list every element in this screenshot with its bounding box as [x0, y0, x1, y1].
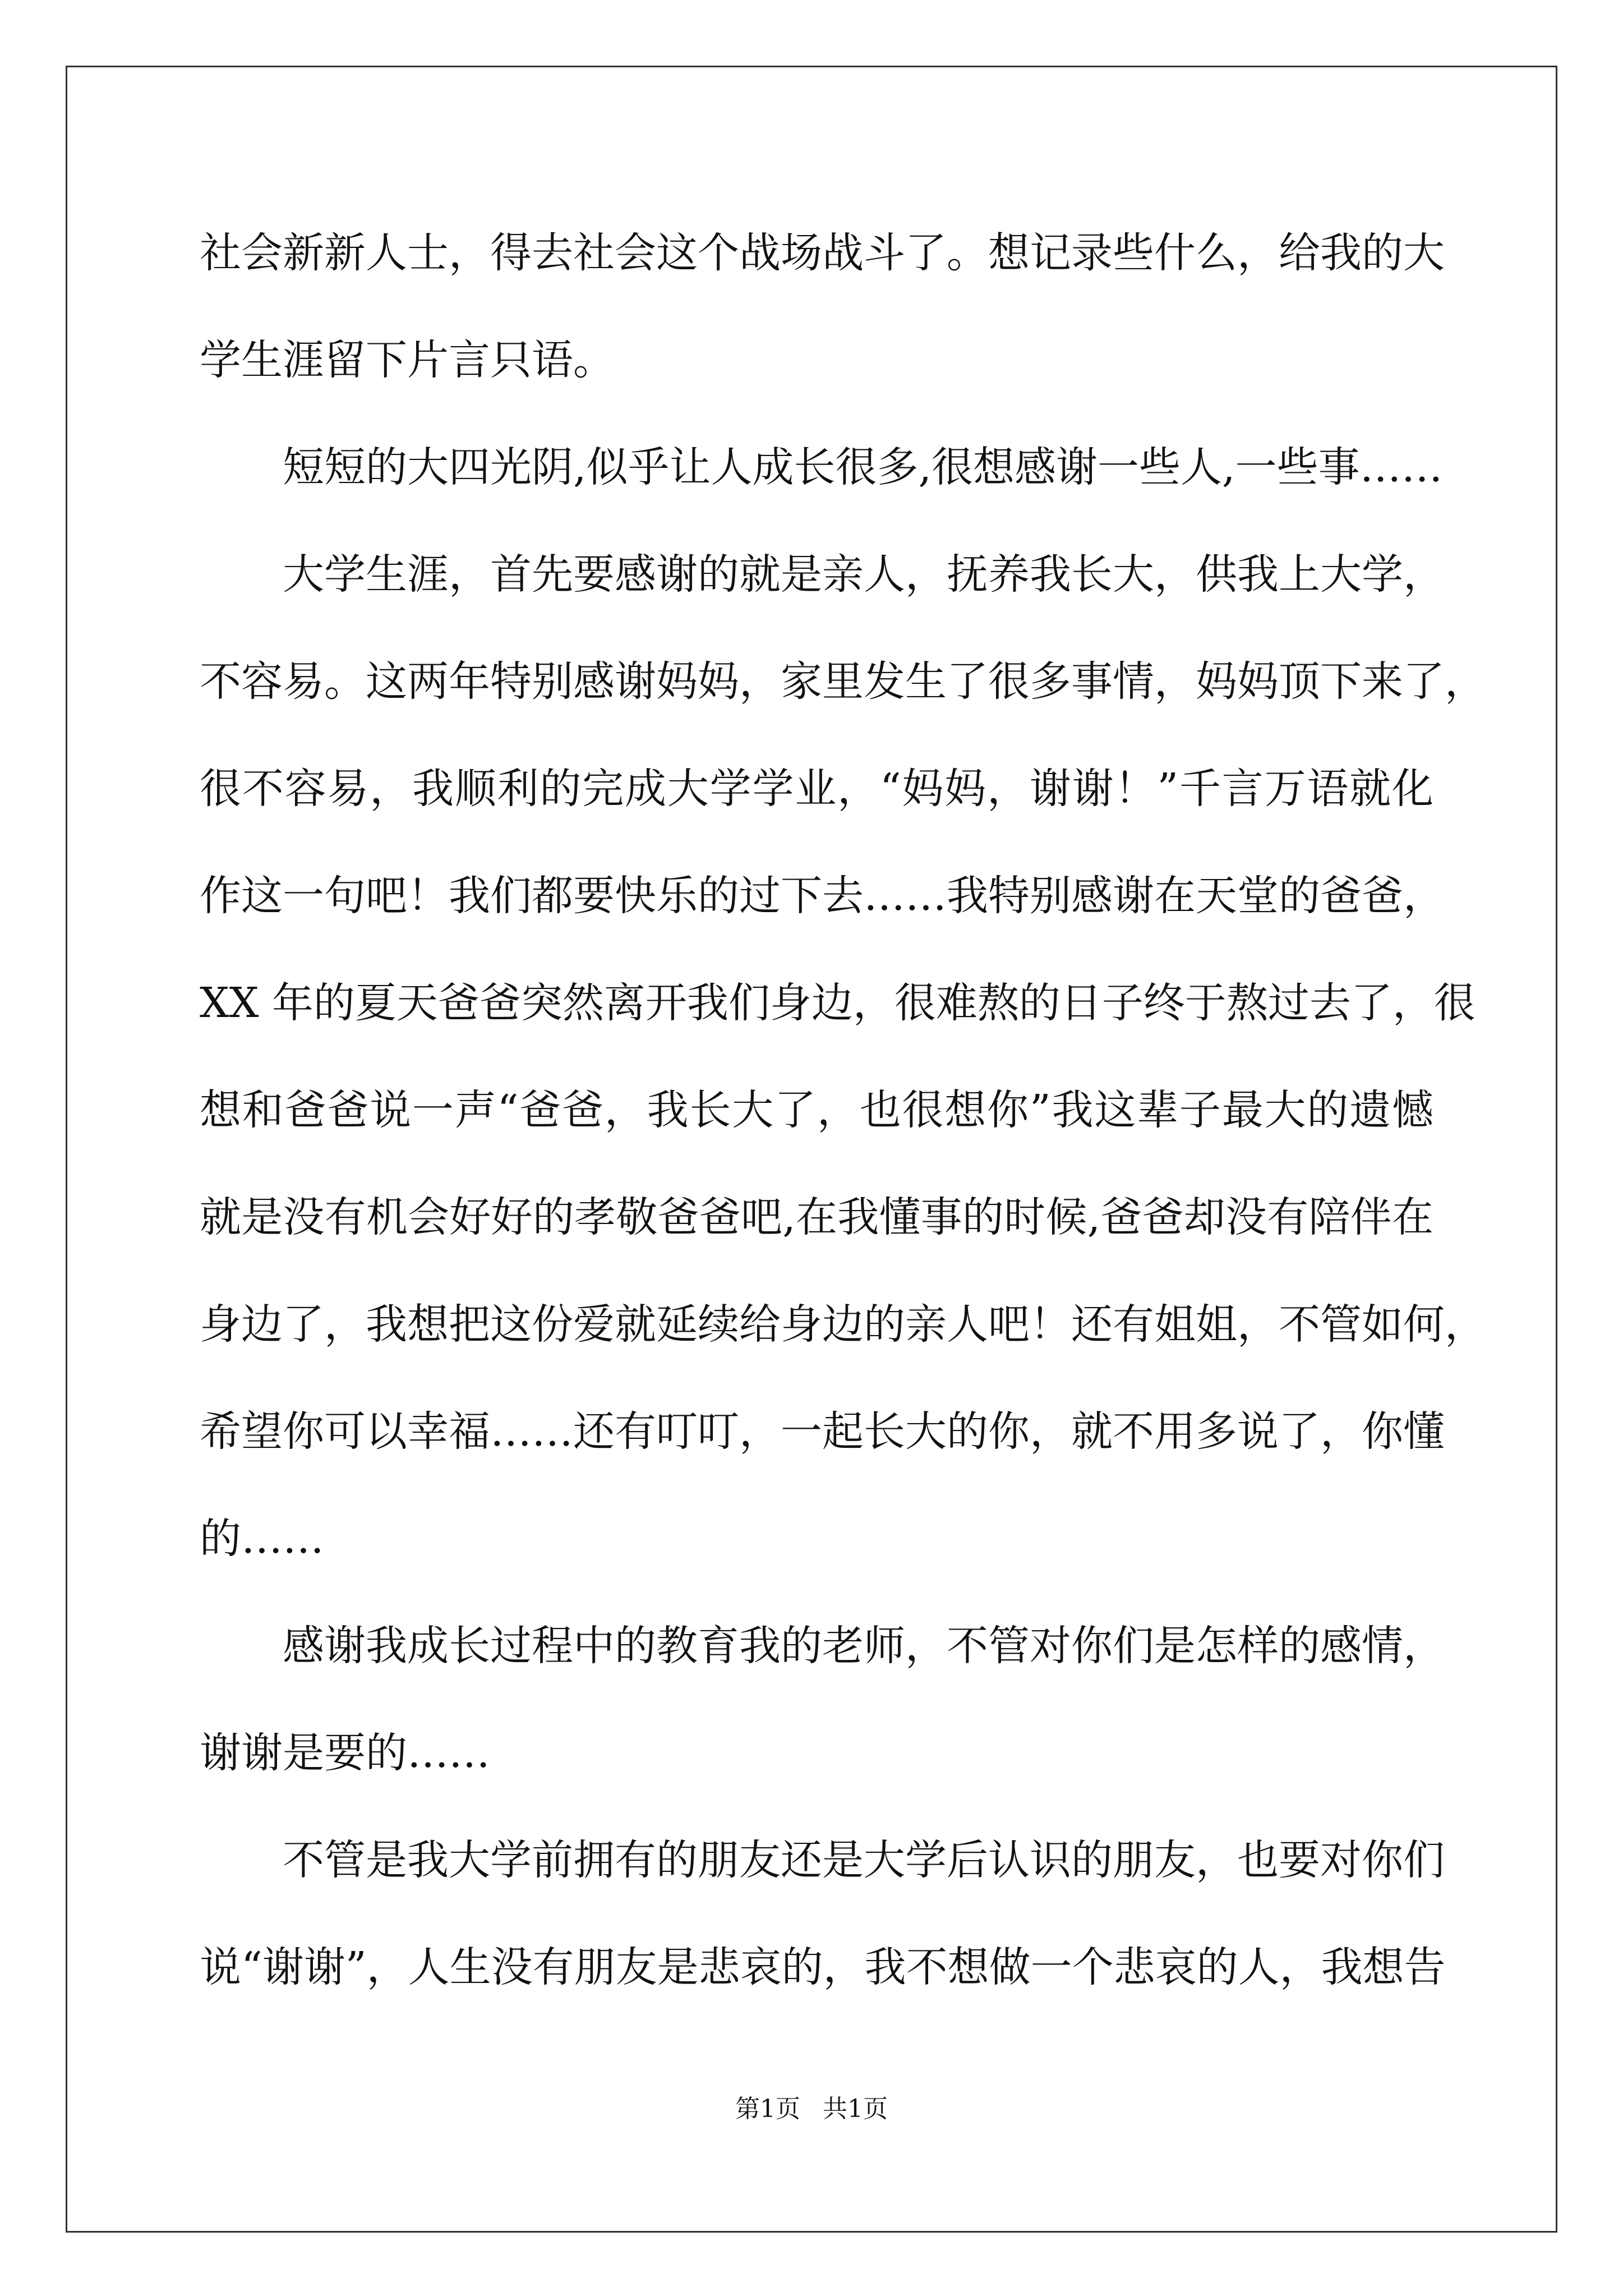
text-line: 很不容易，我顺利的完成大学学业，“妈妈，谢谢！”千言万语就化 [200, 765, 1433, 813]
document-body [200, 219, 1486, 2040]
page-number: 第1页 [735, 2095, 800, 2123]
text-line: 想和爸爸说一声“爸爸，我长大了，也很想你”我这辈子最大的遗憾 [200, 1086, 1433, 1134]
text-line: 社会新新人士，得去社会这个战场战斗了。想记录些什么，给我的大 [200, 229, 1445, 277]
text-line: 就是没有机会好好的孝敬爸爸吧,在我懂事的时候,爸爸却没有陪伴在 [200, 1193, 1433, 1241]
text-line: 不管是我大学前拥有的朋友还是大学后认识的朋友，也要对你们 [283, 1836, 1445, 1884]
text-line: 说“谢谢”，人生没有朋友是悲哀的，我不想做一个悲哀的人，我想告 [200, 1943, 1446, 1991]
text-line: 希望你可以幸福……还有叮叮，一起长大的你，就不用多说了，你懂 [200, 1407, 1445, 1456]
page-total: 共1页 [823, 2095, 888, 2123]
text-line: 大学生涯，首先要感谢的就是亲人，抚养我长大，供我上大学， [283, 550, 1445, 599]
text-line: 不容易。这两年特别感谢妈妈，家里发生了很多事情，妈妈顶下来了， [200, 657, 1486, 706]
text-line: 身边了，我想把这份爱就延续给身边的亲人吧！还有姐姐，不管如何， [200, 1300, 1486, 1349]
text-line: 作这一句吧！我们都要快乐的过下去……我特别感谢在天堂的爸爸， [200, 872, 1445, 920]
text-line: 的…… [200, 1515, 324, 1563]
page-footer [0, 2092, 1623, 2126]
text-line: 短短的大四光阴,似乎让人成长很多,很想感谢一些人,一些事…… [283, 443, 1443, 491]
text-line: 学生涯留下片言只语。 [200, 336, 615, 384]
text-line: XX 年的夏天爸爸突然离开我们身边，很难熬的日子终于熬过去了，很 [200, 979, 1476, 1027]
text-line: 感谢我成长过程中的教育我的老师，不管对你们是怎样的感情， [283, 1622, 1445, 1670]
text-line: 谢谢是要的…… [200, 1729, 490, 1777]
